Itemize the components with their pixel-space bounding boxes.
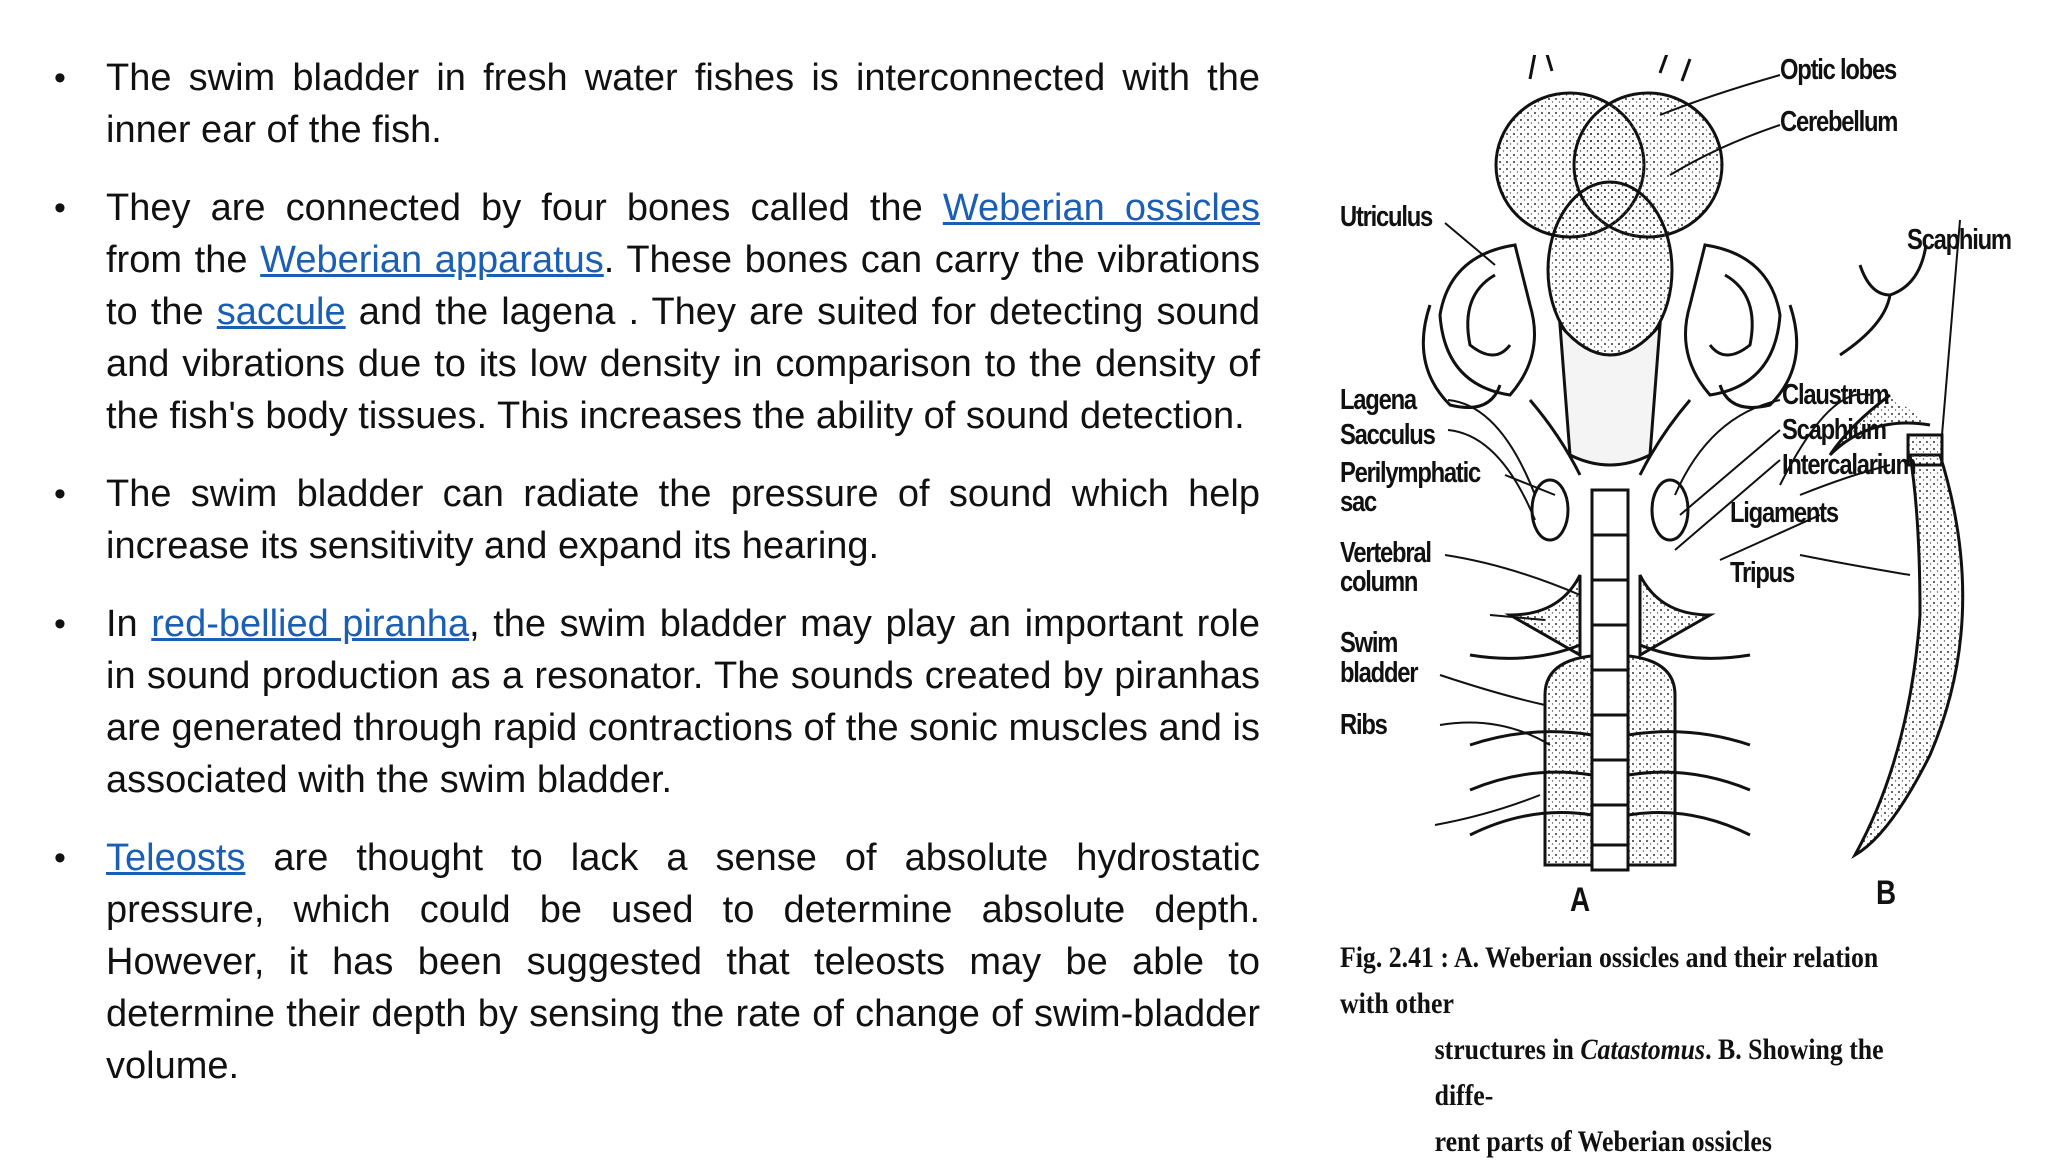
bullet-text: In xyxy=(106,603,152,645)
bullet-item xyxy=(52,182,1260,442)
label-vertebral: Vertebral xyxy=(1340,537,1431,569)
bullet-item xyxy=(52,598,1260,806)
bullet-dot: • xyxy=(54,475,66,513)
label-part-a: A xyxy=(1570,881,1589,919)
tripus xyxy=(1855,455,1963,855)
bullet-text: The swim bladder in fresh water fishes is interconnected with the inner ear of the fish. xyxy=(106,57,1260,151)
label-perilymphatic-sac: sac xyxy=(1340,486,1376,518)
caption-line-3: rent parts of Weberian ossicles xyxy=(1434,1125,1772,1158)
label-ligaments: Ligaments xyxy=(1730,497,1838,529)
bullet-text: and the lagena . They are suited for detecting sound and vibrations due to its low density in comparison to the density of the fish's body tissues. This increases the ability of sound detection. xyxy=(106,291,1260,437)
link-red-bellied-piranha[interactable]: red-bellied piranha xyxy=(151,603,470,645)
link-saccule[interactable]: saccule xyxy=(216,291,346,333)
label-vertebral-column: column xyxy=(1340,566,1418,598)
label-part-b: B xyxy=(1876,874,1895,912)
bullet-text: They are connected by four bones called the xyxy=(106,187,943,229)
label-tripus: Tripus xyxy=(1730,557,1794,589)
label-claustrum: Claustrum xyxy=(1782,379,1889,411)
link-teleosts[interactable]: Teleosts xyxy=(106,837,246,879)
bullet-text: are thought to lack a sense of absolute hydrostatic pressure, which could be used to determine absolute depth. However, it has been suggested that teleosts may be able to determine their depth by sensing the rate of change of swim-bladder volume. xyxy=(106,837,1260,1087)
anatomy-illustration xyxy=(1330,55,2010,935)
label-sacculus: Sacculus xyxy=(1340,419,1435,451)
bullet-text: from the xyxy=(106,239,261,281)
figure-caption xyxy=(1340,935,1925,1165)
label-scaphium-b: Scaphium xyxy=(1907,224,2011,256)
link-weberian-ossicles[interactable]: Weberian ossicles xyxy=(942,187,1261,229)
bullet-dot: • xyxy=(54,189,66,227)
link-weberian-apparatus[interactable]: Weberian apparatus xyxy=(260,239,604,281)
label-utriculus: Utriculus xyxy=(1340,201,1432,233)
bullet-item xyxy=(52,468,1260,572)
bullet-item xyxy=(52,52,1260,156)
bullet-text: , the swim bladder may play an important role in sound production as a resonator. The sounds created by piranhas are generated through rapid contractions of the sonic muscles and is associated with the swim bladder. xyxy=(106,603,1260,801)
caption-line-2: structures in Catastomus. B. Showing the diffe- xyxy=(1434,1033,1884,1112)
bullet-dot: • xyxy=(54,59,66,97)
label-optic-lobes: Optic lobes xyxy=(1780,54,1896,86)
label-swim: Swim xyxy=(1340,627,1398,659)
caption-line-1: Fig. 2.41 : A. Weberian ossicles and their relation with other xyxy=(1340,941,1879,1020)
label-lagena: Lagena xyxy=(1340,384,1416,416)
label-cerebellum: Cerebellum xyxy=(1780,106,1898,138)
bullet-list xyxy=(52,52,1260,1118)
label-perilymphatic: Perilymphatic xyxy=(1340,457,1480,489)
label-intercalarium: Intercalarium xyxy=(1782,449,1916,481)
bullet-item xyxy=(52,832,1260,1092)
bullet-text: The swim bladder can radiate the pressure of sound which help increase its sensitivity and expand its hearing. xyxy=(106,473,1260,567)
label-scaphium: Scaphium xyxy=(1782,414,1886,446)
bullet-dot: • xyxy=(54,839,66,877)
bullet-text: . These bones can carry the vibrations to the xyxy=(106,239,1260,333)
bullet-dot: • xyxy=(54,605,66,643)
weberian-ossicles-figure xyxy=(1330,54,2011,1158)
label-ribs: Ribs xyxy=(1340,709,1387,741)
label-swim-bladder: bladder xyxy=(1340,657,1418,689)
